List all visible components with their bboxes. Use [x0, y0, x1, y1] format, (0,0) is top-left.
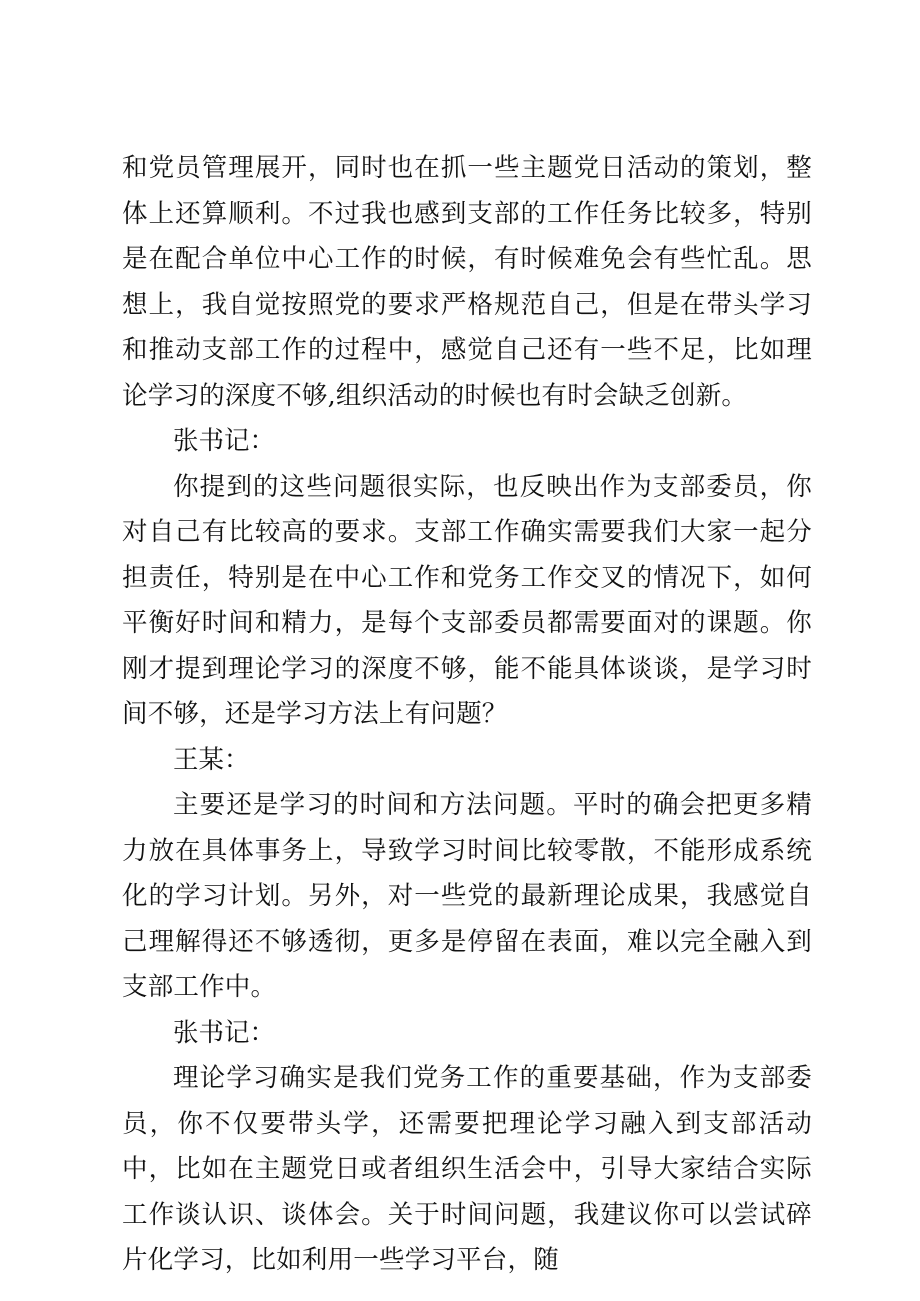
paragraph-secretary-response: 你提到的这些问题很实际，也反映出作为支部委员，你对自己有比较高的要求。支部工作确实需要我们大家一起分担责任，特别是在中心工作和党务工作交叉的情况下，如何平衡好时间和精力，是每个支部委员都需要面对的课题。你刚才提到理论学习的深度不够，能不能具体谈谈，是学习时间不够，还是学习方法上有问题？: [122, 471, 812, 729]
paragraph-wang-response: 主要还是学习的时间和方法问题。平时的确会把更多精力放在具体事务上，导致学习时间比较零散，不能形成系统化的学习计划。另外，对一些党的最新理论成果，我感觉自己理解得还不够透彻，更多是停留在表面，难以完全融入到支部工作中。: [122, 790, 812, 1002]
speaker-label-wang: 王某：: [173, 744, 250, 775]
speaker-label-secretary-zhang: 张书记：: [173, 426, 276, 456]
speaker-label-secretary-zhang-2: 张书记：: [173, 1017, 276, 1048]
document-body: [122, 146, 812, 1284]
paragraph-secretary-advice: 理论学习确实是我们党务工作的重要基础，作为支部委员，你不仅要带头学，还需要把理论学习融入到支部活动中，比如在主题党日或者组织生活会中，引导大家结合实际工作谈认识、谈体会。关于时间问题，我建议你可以尝试碎片化学习，比如利用一些学习平台，随: [122, 1063, 812, 1275]
paragraph-continuation: 和党员管理展开，同时也在抓一些主题党日活动的策划，整体上还算顺利。不过我也感到支部的工作任务比较多，特别是在配合单位中心工作的时候，有时候难免会有些忙乱。思想上，我自觉按照党的要求严格规范自己，但是在带头学习和推动支部工作的过程中，感觉自己还有一些不足，比如理论学习的深度不够,组织活动的时候也有时会缺乏创新。: [122, 153, 812, 411]
